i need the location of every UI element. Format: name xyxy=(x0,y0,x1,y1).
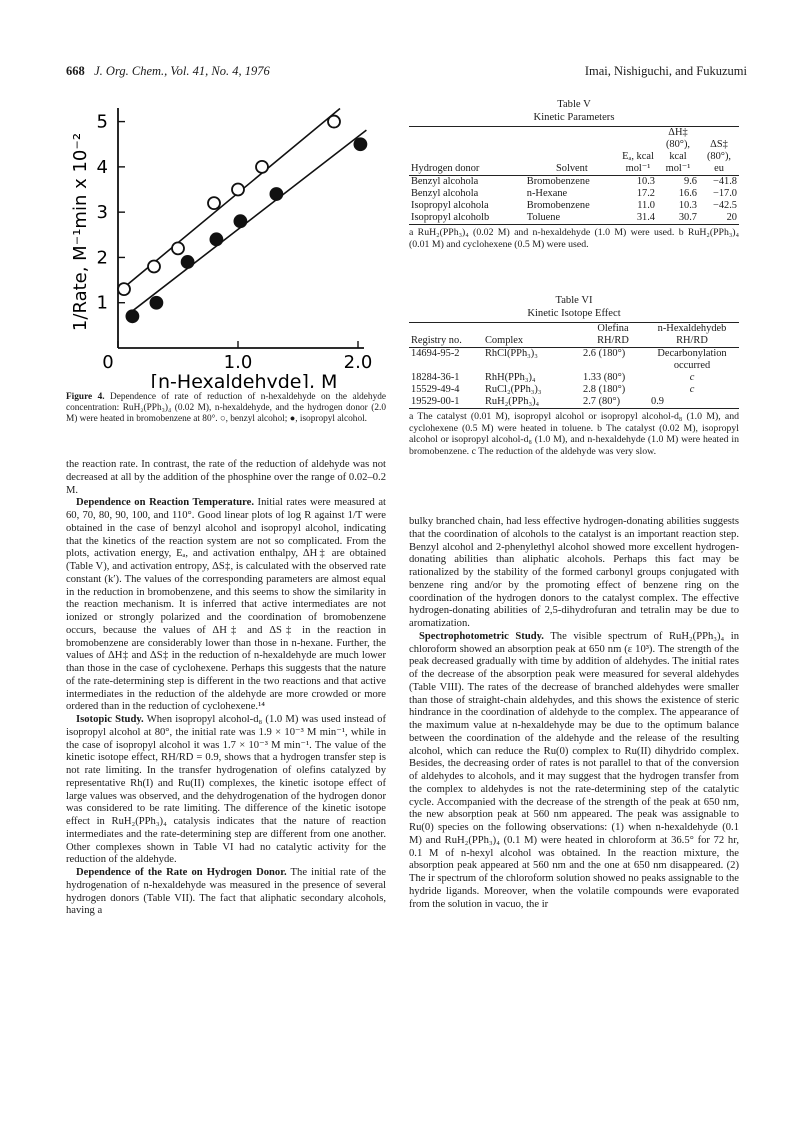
page-number: 668 xyxy=(66,64,85,78)
table-cell: c xyxy=(689,384,695,395)
series-1-point xyxy=(328,116,340,128)
table-cell: n-Hexane xyxy=(526,188,568,199)
table-row xyxy=(409,348,739,373)
paragraph xyxy=(409,631,739,912)
table-cell: 18284-36-1 xyxy=(411,372,460,383)
table-cell: 11.0 xyxy=(637,200,655,211)
journal-citation: J. Org. Chem., Vol. 41, No. 4, 1976 xyxy=(94,64,270,78)
table-cell: 10.3 xyxy=(636,176,655,187)
x-tick-label: 1.0 xyxy=(223,352,253,373)
table-vi-footnote: a The catalyst (0.01 M), isopropyl alcohol or isopropyl alcohol-d₈ (1.0 M), and cyclohexene (0.5 M) were heated in toluene. b The catalyst (0.02 M), isopropyl alcohol or isopropyl alcohol-d₈ (1.0 M), and n-hexaldehyde (1.0 M) were heated in bromobenzene. c The reduction of the aldehyde was very slow. xyxy=(409,408,739,457)
table-vi-header-cell: Registry no. xyxy=(411,335,462,346)
table-cell: RuCl₂(PPh₃)₃ xyxy=(485,384,542,395)
paragraph xyxy=(66,867,386,918)
table-v-header-row xyxy=(409,127,739,176)
table-cell: 2.7 (80°) xyxy=(583,396,621,407)
paragraph: the reaction rate. In contrast, the rate of the reduction of aldehyde was not decreased at all by the addition of the phosphine over the range of 0.02–0.2 M. xyxy=(66,459,386,496)
table-vi-header-cell: Complex xyxy=(485,335,524,346)
series-2-point xyxy=(270,188,282,200)
paragraph: bulky branched chain, had less effective hydrogen-donating abilities suggests that the coordination of alcohols to the catalyst is an important reaction step. Benzyl alcohol and 2-phenylethyl alcohol showed more excellent hydrogen-donating abilities than aliphatic alcohols. Perhaps this fact may be rationalized by the stability of the formed carbonyl groups conjugated with benzene ring and/or by the promoting effect of benzene ring on the coordination of the hydrogen donors to the catalyst complex. The effective hydrogen-donating abilities of 2,5-dihydrofuran and tetralin may be due to aromatization. xyxy=(409,516,739,629)
series-2-point xyxy=(126,310,138,322)
series-1-point xyxy=(172,242,184,254)
table-cell: 16.6 xyxy=(678,188,697,199)
running-header-left xyxy=(66,64,270,79)
table-cell: 9.6 xyxy=(684,176,697,187)
table-cell: Bromobenzene xyxy=(526,200,590,211)
table-row xyxy=(409,176,739,189)
table-cell: Isopropyl alcohola xyxy=(411,200,489,211)
paragraph-text: The visible spectrum of RuH₂(PPh₃)₄ in chloroform showed an absorption peak at 650 nm (ε 10³). The strength of the peak decreased gradually with time by addition of aldehydes. The initial rates of the decrease of the absorption peak were measured for several aldehydes (Table VIII). The rates of the decrease of branched aldehydes were smaller than those of straight-chain aldehydes, and this shows the existence of steric hindrance in the coordination of aldehyde to the complex. The appearance of the maximum value at n-hexaldehyde may be due to the optimum balance between the coordination of the aldehyde and the release of the resulting alcohol, which can reduce the Ru(0) complex to Ru(II) dihydrido complex. Besides, the decreasing order of rates is not parallel to that of the conversion of aldehydes to alcohols, and it may suggest that the hydrogen transfer from the complex to aldehydes is not the rate-determining step of the catalytic cycle. Accompanied with the decrease of the strength of the peak at 650 nm, the new absorption peak at 560 nm appeared. The peak was assignable to Ru(0) species on the following observations: (1) when n-hexaldehyde (0.1 M) and RuH₂(PPh₃)₄ (0.1 M) were heated in chloroform at 36.5° for 72 hr, 0.1 M of n-hexyl alcohol was obtained. In the reaction mixture, the absorption peak appeared at 560 nm and the one at 650 nm disappeared. (2) The ir spectrum of the chloroform solution showed no peaks assignable to the hydride ligands. Moreover, when the volatile compounds were evaporated from the solution in vacuo, the ir xyxy=(409,630,740,910)
table-v-header-cell: ΔH‡ (80°), kcal mol⁻¹ xyxy=(665,127,691,174)
table-row xyxy=(409,384,739,396)
table-cell: 17.2 xyxy=(636,188,655,199)
table-cell: 0.9 xyxy=(651,396,664,407)
table-cell: 1.33 (80°) xyxy=(583,372,626,383)
figure-caption-label: Figure 4. xyxy=(66,392,105,402)
left-column xyxy=(66,459,386,918)
section-heading: Dependence on Reaction Temperature. xyxy=(76,497,254,509)
table-vi-header-cell: n-Hexaldehydeb RH/RD xyxy=(657,323,727,346)
table-v-title: Table V xyxy=(557,99,591,110)
section-heading: Spectrophotometric Study. xyxy=(419,630,544,642)
section-heading: Dependence of the Rate on Hydrogen Donor. xyxy=(76,867,287,878)
table-v-subtitle: Kinetic Parameters xyxy=(533,111,615,123)
table-cell: RuH₂(PPh₃)₄ xyxy=(485,396,540,407)
table-row xyxy=(409,188,739,200)
table-cell: 14694-95-2 xyxy=(411,348,460,359)
table-vi xyxy=(409,295,739,457)
table-cell: 19529-00-1 xyxy=(411,396,460,407)
x-axis-label: [n-Hexaldehyde], M xyxy=(150,371,338,388)
y-tick-label: 1 xyxy=(96,292,108,314)
y-tick-label: 2 xyxy=(96,247,108,269)
paragraph xyxy=(66,497,386,714)
table-cell: −17.0 xyxy=(712,188,737,199)
figure-caption xyxy=(66,392,386,426)
table-v-header-cell: Eₐ, kcal mol⁻¹ xyxy=(622,151,654,174)
table-v-header-cell: ΔS‡ (80°), eu xyxy=(706,139,732,174)
table-cell: 2.6 (180°) xyxy=(583,348,626,359)
series-2-point xyxy=(234,215,246,227)
series-2-point xyxy=(354,138,366,150)
paragraph-text: When isopropyl alcohol-d₈ (1.0 M) was used instead of isopropyl alcohol at 80°, the initial rate was 1.9 × 10⁻³ M min⁻¹, while in the case of isopropyl alcohol it was 1.7 × 10⁻³ M min⁻¹. The value of the kinetic isotope effect, RH/RD = 0.9, shows that a hydrogen transfer step is not rate limiting. In the transfer hydrogenation of olefins catalyzed by representative Rh(I) and Ru(II) complexes, the kinetic isotope effect of large values was observed, and the dehydrogenation of the hydrogen donor was considered to be rate limiting. The difference of the kinetic isotope effect in RuH₂(PPh₃)₄ catalysis indicates that the nature of reaction intermediates and the rate-determining step are different from one another. Other complexes shown in Table VI had no catalytic activity for the reduction of the aldehyde. xyxy=(66,714,386,866)
x-tick-label: 0 xyxy=(102,352,114,373)
table-cell: 31.4 xyxy=(636,212,655,223)
series-2-point xyxy=(210,233,222,245)
table-v-footnote: a RuH₂(PPh₃)₄ (0.02 M) and n-hexaldehyde (1.0 M) were used. b RuH₂(PPh₃)₄ (0.01 M) and cyclohexene (0.5 M) were used. xyxy=(409,224,739,250)
x-tick-label: 2.0 xyxy=(343,352,373,373)
table-v-grid xyxy=(409,126,739,224)
table-v-header-cell: Solvent xyxy=(556,163,588,174)
table-v xyxy=(409,99,739,250)
table-row xyxy=(409,212,739,224)
table-vi-header-row xyxy=(409,323,739,348)
paragraph-text: The initial rate of the hydrogenation of n-hexaldehyde was measured in the presence of several hydrogen donors (Table VII). The fact that aliphatic secondary alcohols, having a xyxy=(66,867,386,917)
table-cell: Isopropyl alcoholb xyxy=(411,212,490,223)
table-cell: 20 xyxy=(726,212,737,223)
running-header-authors: Imai, Nishiguchi, and Fukuzumi xyxy=(584,64,747,78)
table-cell: Bromobenzene xyxy=(526,176,590,187)
table-cell: c xyxy=(689,372,695,383)
y-tick-label: 4 xyxy=(96,156,108,178)
table-vi-title: Table VI xyxy=(555,295,593,306)
y-tick-label: 5 xyxy=(96,111,108,133)
table-vi-grid xyxy=(409,322,739,408)
table-cell: Benzyl alcohola xyxy=(411,188,479,199)
table-cell: 15529-49-4 xyxy=(411,384,460,395)
table-v-header-cell: Hydrogen donor xyxy=(411,163,480,174)
series-2-point xyxy=(182,256,194,268)
series-1-point xyxy=(256,161,268,173)
y-tick-label: 3 xyxy=(96,202,108,224)
figure-4 xyxy=(70,102,390,388)
paragraph-text: Initial rates were measured at 60, 70, 80, 90, 100, and 110°. Good linear plots of log R against 1/T were obtained in the case of benzyl alcohol and isopropyl alcohol, indicating that the kinetics of the reaction system are not so complicated. From the plots, activation energy, Eₐ, and activation enthalpy, ΔH‡ are obtained (Table V), and activation entropy, ΔS‡, is calculated with the observed rate constant (k′). The values of the corresponding parameters are almost equal in the reduction in bromobenzene, and this seems to show the similarity in the reaction mechanism. It is inferred that active intermediates are not ionized or strongly polarized and the coordination of bromobenzene occurs, because the values of ΔH‡ and ΔS‡ in the reaction in bromobenzene are considerably lower than those in n-hexane. Further, the values of ΔH‡ and ΔS‡ in the reduction of n-hexaldehyde are much lower than those in the case of cyclohexene. Perhaps this suggests that the nature of the rate-determining step is different in the two reactions and that active intermediates in the reduction of the aldehyde are more crowded or more ordered than in the reduction of cyclohexene.¹⁴ xyxy=(66,497,386,713)
right-column xyxy=(409,516,739,911)
table-vi-header-cell: Olefina RH/RD xyxy=(597,323,629,346)
paragraph xyxy=(66,714,386,867)
table-cell: 10.3 xyxy=(678,200,697,211)
series-1-point xyxy=(148,260,160,272)
figure-4-chart xyxy=(70,102,390,388)
series-1-point xyxy=(208,197,220,209)
table-row xyxy=(409,200,739,212)
series-2-point xyxy=(150,297,162,309)
series-1-point xyxy=(118,283,130,295)
table-row xyxy=(409,396,739,408)
table-cell: RhH(PPh₃)₄ xyxy=(485,372,536,383)
y-axis-label: 1/Rate, M⁻¹min x 10⁻² xyxy=(70,132,91,332)
table-cell: −42.5 xyxy=(712,200,737,211)
table-cell: RhCl(PPh₃)₃ xyxy=(485,348,538,359)
table-cell: 30.7 xyxy=(678,212,697,223)
section-heading: Isotopic Study. xyxy=(76,714,144,725)
table-cell: Toluene xyxy=(526,212,561,223)
table-cell: Benzyl alcohola xyxy=(411,176,479,187)
table-cell: Decarbonylation occurred xyxy=(657,348,727,371)
table-cell: −41.8 xyxy=(712,176,737,187)
figure-caption-text: Dependence of rate of reduction of n-hexaldehyde on the aldehyde concentration: RuH₂(PPh₃)₄ (0.02 M), n-hexaldehyde, and the hydrogen donor (2.0 M) were heated in bromobenzene at 80°. ○, benzyl alcohol; ●, isopropyl alcohol. xyxy=(66,392,387,425)
table-cell: 2.8 (180°) xyxy=(583,384,626,395)
table-row xyxy=(409,372,739,384)
table-vi-subtitle: Kinetic Isotope Effect xyxy=(527,307,621,319)
series-1-point xyxy=(232,184,244,196)
